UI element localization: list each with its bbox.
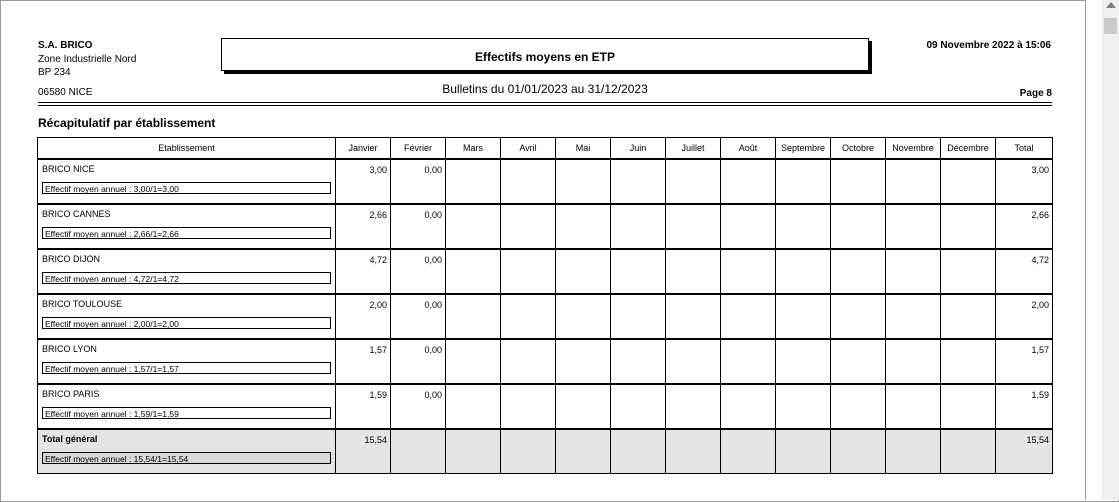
month-value-cell (611, 205, 666, 249)
month-value-cell (831, 295, 886, 339)
month-value-cell (611, 250, 666, 294)
establishment-cell (38, 205, 336, 249)
table-row (38, 205, 1053, 249)
month-value-cell (446, 160, 501, 204)
column-header: Etablissement (38, 138, 336, 159)
month-value-cell (556, 295, 611, 339)
month-value-cell: 3,00 (336, 160, 391, 204)
month-value-cell (446, 430, 501, 474)
month-value-cell: 0,00 (391, 340, 446, 384)
month-value-cell (886, 385, 941, 429)
establishment-cell (38, 385, 336, 429)
month-value-cell (886, 340, 941, 384)
column-header: Mai (556, 138, 611, 159)
establishment-cell (38, 295, 336, 339)
month-value-cell (556, 430, 611, 474)
month-value-cell (501, 250, 556, 294)
month-value-cell (666, 430, 721, 474)
month-value-cell (666, 160, 721, 204)
report-period: Bulletins du 01/01/2023 au 31/12/2023 (442, 82, 648, 96)
month-value-cell: 0,00 (391, 295, 446, 339)
month-value-cell (776, 340, 831, 384)
table-header-row (38, 138, 1053, 159)
page-number: Page 8 (1019, 88, 1052, 99)
month-value-cell (941, 295, 996, 339)
month-value-cell (611, 430, 666, 474)
header-divider-top (38, 102, 1052, 103)
month-value-cell (941, 205, 996, 249)
month-value-cell (556, 385, 611, 429)
establishment-name: BRICO LYON (42, 344, 97, 354)
staff-table (37, 137, 1053, 474)
month-value-cell (611, 295, 666, 339)
month-value-cell (446, 340, 501, 384)
month-value-cell (391, 430, 446, 474)
scroll-up-arrow-icon[interactable] (1106, 2, 1116, 8)
month-value-cell (446, 205, 501, 249)
month-value-cell (831, 250, 886, 294)
month-value-cell (501, 340, 556, 384)
month-value-cell (776, 160, 831, 204)
row-total-cell: 15,54 (996, 430, 1053, 474)
establishment-name: BRICO NICE (42, 164, 95, 174)
company-address-line2: BP 234 (38, 67, 71, 78)
month-value-cell (556, 160, 611, 204)
annual-average-summary: Effectif moyen annuel : 2,00/1=2,00 (42, 317, 331, 329)
column-header: Septembre (776, 138, 831, 159)
column-header: Juin (611, 138, 666, 159)
column-header: Décembre (941, 138, 996, 159)
month-value-cell: 1,59 (336, 385, 391, 429)
column-header: Janvier (336, 138, 391, 159)
month-value-cell: 2,00 (336, 295, 391, 339)
scroll-thumb[interactable] (1104, 18, 1117, 34)
establishment-name: BRICO CANNES (42, 209, 111, 219)
column-header: Juillet (666, 138, 721, 159)
establishment-name: BRICO TOULOUSE (42, 299, 123, 309)
month-value-cell (501, 160, 556, 204)
header-divider-bottom (38, 105, 1052, 106)
column-header: Octobre (831, 138, 886, 159)
column-header: Avril (501, 138, 556, 159)
month-value-cell: 0,00 (391, 250, 446, 294)
establishment-cell (38, 160, 336, 204)
annual-average-summary: Effectif moyen annuel : 1,57/1=1,57 (42, 362, 331, 374)
month-value-cell (501, 430, 556, 474)
scroll-track[interactable] (1102, 0, 1119, 500)
month-value-cell (446, 385, 501, 429)
month-value-cell (721, 385, 776, 429)
month-value-cell (831, 385, 886, 429)
month-value-cell (501, 295, 556, 339)
month-value-cell (941, 430, 996, 474)
month-value-cell (446, 250, 501, 294)
company-city: 06580 NICE (38, 87, 93, 98)
row-total-cell: 2,00 (996, 295, 1053, 339)
month-value-cell (941, 160, 996, 204)
company-address-line1: Zone Industrielle Nord (38, 54, 137, 65)
month-value-cell: 0,00 (391, 385, 446, 429)
month-value-cell (666, 295, 721, 339)
column-header: Février (391, 138, 446, 159)
month-value-cell (886, 250, 941, 294)
annual-average-summary: Effectif moyen annuel : 2,66/1=2,66 (42, 227, 331, 239)
month-value-cell (666, 205, 721, 249)
month-value-cell (666, 340, 721, 384)
report-title-box (221, 38, 869, 71)
month-value-cell (776, 295, 831, 339)
annual-average-summary: Effectif moyen annuel : 1,59/1=1,59 (42, 407, 331, 419)
establishment-cell (38, 340, 336, 384)
annual-average-summary: Effectif moyen annuel : 4,72/1=4,72 (42, 272, 331, 284)
row-total-cell: 1,59 (996, 385, 1053, 429)
month-value-cell (831, 430, 886, 474)
report-date: 09 Novembre 2022 à 15:06 (926, 40, 1051, 51)
month-value-cell (501, 385, 556, 429)
month-value-cell: 4,72 (336, 250, 391, 294)
row-total-cell: 2,66 (996, 205, 1053, 249)
month-value-cell (831, 340, 886, 384)
table-row (38, 340, 1053, 384)
section-title: Récapitulatif par établissement (38, 116, 216, 130)
month-value-cell (776, 250, 831, 294)
month-value-cell (831, 160, 886, 204)
month-value-cell (556, 250, 611, 294)
month-value-cell (611, 385, 666, 429)
month-value-cell: 0,00 (391, 205, 446, 249)
grand-total-label: Total général (42, 434, 98, 444)
month-value-cell (666, 385, 721, 429)
month-value-cell (776, 385, 831, 429)
month-value-cell (941, 385, 996, 429)
month-value-cell (556, 340, 611, 384)
month-value-cell (721, 430, 776, 474)
month-value-cell (721, 250, 776, 294)
vertical-scrollbar[interactable] (1085, 0, 1118, 500)
month-value-cell (776, 205, 831, 249)
month-value-cell (721, 340, 776, 384)
table-row (38, 250, 1053, 294)
column-header: Novembre (886, 138, 941, 159)
month-value-cell (721, 160, 776, 204)
table-row (38, 295, 1053, 339)
month-value-cell: 2,66 (336, 205, 391, 249)
report-title: Effectifs moyens en ETP (474, 50, 616, 64)
month-value-cell (776, 430, 831, 474)
establishment-name: BRICO PARIS (42, 389, 100, 399)
company-name: S.A. BRICO (38, 40, 93, 51)
month-value-cell: 1,57 (336, 340, 391, 384)
column-header: Mars (446, 138, 501, 159)
establishment-name: BRICO DIJON (42, 254, 101, 264)
row-total-cell: 3,00 (996, 160, 1053, 204)
table-row (38, 385, 1053, 429)
month-value-cell (886, 160, 941, 204)
column-header: Total (996, 138, 1053, 159)
month-value-cell (831, 205, 886, 249)
month-value-cell (886, 430, 941, 474)
month-value-cell (446, 295, 501, 339)
annual-average-summary: Effectif moyen annuel : 3,00/1=3,00 (42, 182, 331, 194)
month-value-cell (501, 205, 556, 249)
establishment-cell (38, 250, 336, 294)
month-value-cell (556, 205, 611, 249)
month-value-cell: 0,00 (391, 160, 446, 204)
month-value-cell (886, 295, 941, 339)
establishment-cell (38, 430, 336, 474)
row-total-cell: 4,72 (996, 250, 1053, 294)
month-value-cell (941, 250, 996, 294)
table-row (38, 160, 1053, 204)
annual-average-summary: Effectif moyen annuel : 15,54/1=15,54 (42, 452, 331, 464)
month-value-cell (721, 205, 776, 249)
month-value-cell (721, 295, 776, 339)
month-value-cell (611, 340, 666, 384)
month-value-cell (941, 340, 996, 384)
row-total-cell: 1,57 (996, 340, 1053, 384)
month-value-cell: 15,54 (336, 430, 391, 474)
column-header: Août (721, 138, 776, 159)
month-value-cell (611, 160, 666, 204)
month-value-cell (666, 250, 721, 294)
month-value-cell (886, 205, 941, 249)
grand-total-row (38, 430, 1053, 474)
